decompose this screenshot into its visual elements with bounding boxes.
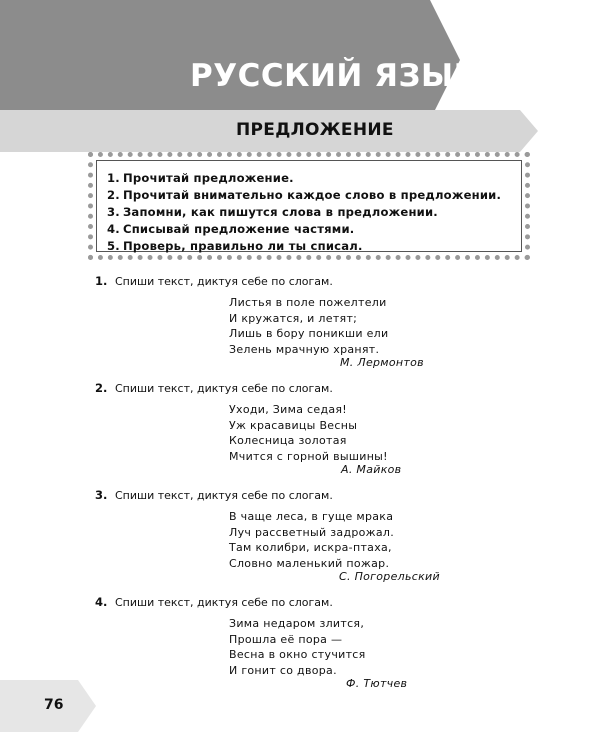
subject-title: РУССКИЙ ЯЗЫК [190, 58, 480, 94]
exercise-3 [95, 488, 515, 583]
poem-line: И кружатся, и летят; [229, 311, 358, 325]
poem-line: Прошла её пора — [229, 632, 343, 646]
poem-line: Уж красавицы Весны [229, 418, 358, 432]
rule-text: Проверь, правильно ли ты списал. [123, 239, 363, 253]
topic-title: ПРЕДЛОЖЕНИЕ [236, 120, 394, 140]
poem-line: Мчится с горной вышины! [229, 449, 388, 463]
poem-line: Зима недаром злится, [229, 617, 365, 630]
rule-number: 2. [107, 188, 120, 202]
exercise-instruction-row [95, 595, 515, 609]
rule-number: 5. [107, 239, 120, 253]
poem-author: С. Погорельский [339, 570, 440, 583]
rule-item [107, 204, 501, 221]
exercise-number: 4. [95, 595, 108, 609]
rule-text: Прочитай предложение. [123, 171, 294, 185]
exercise-instruction: Спиши текст, диктуя себе по слогам. [115, 275, 333, 288]
exercise-number: 3. [95, 488, 108, 502]
rules-list [107, 170, 501, 255]
exercise-instruction-row [95, 381, 515, 395]
exercise-instruction: Спиши текст, диктуя себе по слогам. [115, 596, 333, 609]
rule-number: 3. [107, 205, 120, 219]
exercise-instruction: Спиши текст, диктуя себе по слогам. [115, 382, 333, 395]
rule-number: 1. [107, 171, 120, 185]
poem-line: Колесница золотая [229, 434, 347, 447]
poem-line: В чаще леса, в гуще мрака [229, 510, 394, 523]
rule-number: 4. [107, 222, 120, 236]
poem [229, 616, 366, 678]
exercise-1 [95, 274, 515, 369]
rules-box [88, 152, 530, 260]
rule-text: Списывай предложение частями. [123, 222, 355, 236]
poem-line: Листья в поле пожелтели [229, 296, 387, 309]
rules-box-inner [96, 160, 522, 252]
poem-line: Весна в окно стучится [229, 648, 366, 661]
poem [229, 402, 388, 464]
poem-author: М. Лермонтов [340, 356, 424, 369]
exercise-4 [95, 595, 515, 690]
exercise-instruction-row [95, 488, 515, 502]
poem-author: А. Майков [341, 463, 402, 476]
poem-line: Словно маленький пожар. [229, 556, 390, 570]
rule-text: Прочитай внимательно каждое слово в предложении. [123, 188, 502, 202]
exercise-number: 1. [95, 274, 108, 288]
poem [229, 295, 388, 357]
rule-item [107, 238, 501, 255]
rule-item [107, 187, 501, 204]
exercise-instruction: Спиши текст, диктуя себе по слогам. [115, 489, 333, 502]
poem-line: Зелень мрачную хранят. [229, 342, 380, 356]
rule-item [107, 170, 501, 187]
poem-line: Луч рассветный задрожал. [229, 525, 395, 539]
poem-line: Там колибри, искра-птаха, [229, 541, 392, 554]
exercise-instruction-row [95, 274, 515, 288]
exercise-2 [95, 381, 515, 476]
poem-line: Уходи, Зима седая! [229, 403, 348, 416]
rule-item [107, 221, 501, 238]
exercise-number: 2. [95, 381, 108, 395]
poem [229, 509, 394, 571]
rule-text: Запомни, как пишутся слова в предложении. [123, 205, 438, 219]
poem-line: И гонит со двора. [229, 663, 337, 677]
page-number: 76 [44, 697, 64, 713]
poem-line: Лишь в бору поникши ели [229, 327, 389, 340]
poem-author: Ф. Тютчев [346, 677, 408, 690]
